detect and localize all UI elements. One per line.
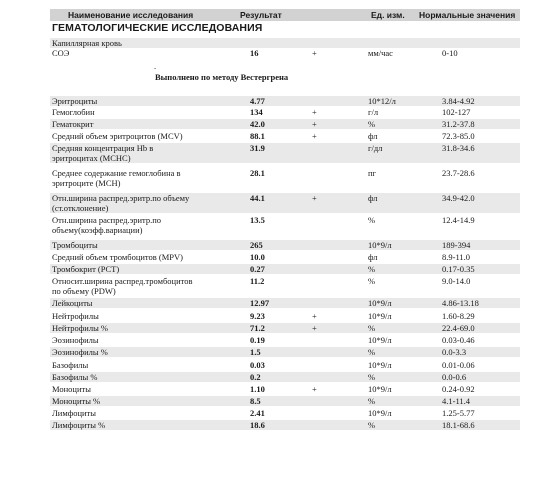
test-name-line: по объему (PDW) — [52, 286, 116, 296]
test-name — [52, 347, 108, 357]
test-name — [52, 323, 108, 333]
reference-range: 0.0-3.3 — [442, 347, 467, 357]
test-name — [52, 311, 99, 321]
abnormal-flag: + — [312, 48, 317, 58]
test-name-line: Гемоглобин — [52, 107, 95, 117]
test-result: 265 — [250, 240, 263, 250]
table-row — [50, 420, 520, 430]
test-name — [52, 384, 91, 394]
header-name: Наименование исследования — [68, 10, 194, 20]
table-row — [50, 372, 520, 382]
test-name — [52, 298, 93, 308]
reference-range: 1.25-5.77 — [442, 408, 475, 418]
test-result: 0.03 — [250, 360, 265, 370]
test-name-line: Тромбоциты — [52, 240, 98, 250]
test-result: 0.2 — [250, 372, 261, 382]
test-name-line: Средняя концентрация Hb в — [52, 143, 154, 153]
reference-range: 31.2-37.8 — [442, 119, 475, 129]
test-name — [52, 264, 119, 274]
table-row — [50, 38, 520, 48]
test-result: 8.5 — [250, 396, 261, 406]
table-row — [50, 252, 520, 262]
test-name-line: Эритроциты — [52, 96, 98, 106]
test-result: 9.23 — [250, 311, 265, 321]
test-unit: 10*9/л — [368, 240, 392, 250]
test-name-line: Средний объем тромбоцитов (MPV) — [52, 252, 183, 262]
table-row — [50, 119, 520, 129]
test-name-line: Лимфоциты — [52, 408, 96, 418]
test-name-line: Отн.ширина распред.эритр.по объему — [52, 193, 190, 203]
test-name — [52, 372, 97, 382]
reference-range: 72.3-85.0 — [442, 131, 475, 141]
test-unit: пг — [368, 168, 377, 178]
reference-range: 34.9-42.0 — [442, 193, 475, 203]
test-result: 12.97 — [250, 298, 270, 308]
test-result: 10.0 — [250, 252, 265, 262]
table-row — [50, 264, 520, 274]
table-row — [50, 48, 520, 58]
reference-range: 8.9-11.0 — [442, 252, 471, 262]
table-row — [50, 408, 520, 418]
test-unit: % — [368, 372, 376, 382]
test-unit: г/л — [368, 107, 379, 117]
reference-range: 12.4-14.9 — [442, 215, 475, 225]
test-name — [52, 240, 98, 250]
reference-range: 0.01-0.06 — [442, 360, 475, 370]
test-name — [52, 396, 100, 406]
test-unit: % — [368, 119, 376, 129]
test-unit: % — [368, 323, 376, 333]
test-result: 1.5 — [250, 347, 261, 357]
header-result: Результат — [240, 10, 282, 20]
test-unit: мм/час — [368, 48, 393, 58]
test-result: 28.1 — [250, 168, 265, 178]
test-name-line: Тромбокрит (PCT) — [52, 264, 120, 274]
test-unit: 10*9/л — [368, 298, 392, 308]
abnormal-flag: + — [312, 311, 317, 321]
reference-range: 1.60-8.29 — [442, 311, 475, 321]
test-name-line: Лимфоциты % — [52, 420, 106, 430]
test-result: 0.27 — [250, 264, 265, 274]
test-result: 44.1 — [250, 193, 265, 203]
test-name — [52, 215, 161, 235]
reference-range: 22.4-69.0 — [442, 323, 475, 333]
table-row — [50, 311, 520, 321]
test-name — [52, 131, 183, 141]
table-row — [50, 347, 520, 357]
reference-range: 31.8-34.6 — [442, 143, 475, 153]
test-result: 13.5 — [250, 215, 265, 225]
test-name-line: Базофилы % — [52, 372, 98, 382]
reference-range: 3.84-4.92 — [442, 96, 475, 106]
header-norm: Нормальные значения — [419, 10, 516, 20]
abnormal-flag: + — [312, 193, 317, 203]
table-row — [50, 396, 520, 406]
test-unit: 10*9/л — [368, 360, 392, 370]
test-name-line: Эозинофилы % — [52, 347, 108, 357]
table-row — [50, 193, 520, 213]
table-row — [50, 143, 520, 163]
reference-range: 18.1-68.6 — [442, 420, 475, 430]
test-result: 42.0 — [250, 119, 265, 129]
abnormal-flag: + — [312, 131, 317, 141]
abnormal-flag: + — [312, 119, 317, 129]
table-row — [50, 240, 520, 250]
table-row — [50, 276, 520, 296]
test-name-line: Лейкоциты — [52, 298, 93, 308]
test-name — [52, 119, 93, 129]
test-name-line: Моноциты — [52, 384, 91, 394]
test-unit: 10*9/л — [368, 408, 392, 418]
test-unit: % — [368, 396, 376, 406]
test-result: 0.19 — [250, 335, 265, 345]
test-unit: 10*9/л — [368, 311, 392, 321]
test-result: 71.2 — [250, 323, 265, 333]
test-name-line: объему(коэфф.вариации) — [52, 225, 143, 235]
test-name-line: Средний объем эритроцитов (MCV) — [52, 131, 183, 141]
table-row — [50, 384, 520, 394]
table-row — [50, 96, 520, 106]
reference-range: 0.24-0.92 — [442, 384, 475, 394]
dot-mark: . — [154, 61, 157, 71]
test-name — [52, 96, 97, 106]
test-name-line: Отн.ширина распред.эритр.по — [52, 215, 162, 225]
table-row — [50, 323, 520, 333]
test-name-line: Нейтрофилы % — [52, 323, 108, 333]
table-row — [50, 335, 520, 345]
test-name-line: эритроцитах (MCHC) — [52, 153, 131, 163]
test-name — [52, 335, 99, 345]
table-row — [50, 215, 520, 235]
test-name — [52, 420, 105, 430]
abnormal-flag: + — [312, 107, 317, 117]
table-row — [50, 298, 520, 308]
test-unit: % — [368, 264, 376, 274]
test-unit: фл — [368, 193, 378, 203]
test-result: 11.2 — [250, 276, 265, 286]
test-name-line: Моноциты % — [52, 396, 101, 406]
test-unit: % — [368, 215, 376, 225]
test-name-line: Гематокрит — [52, 119, 94, 129]
test-name-line: Относит.ширина распред.тромбоцитов — [52, 276, 193, 286]
test-unit: % — [368, 276, 376, 286]
reference-range: 23.7-28.6 — [442, 168, 475, 178]
test-result: 88.1 — [250, 131, 265, 141]
test-unit: фл — [368, 252, 378, 262]
test-unit: г/дл — [368, 143, 383, 153]
reference-range: 0-10 — [442, 48, 458, 58]
test-result: 4.77 — [250, 96, 265, 106]
reference-range: 4.1-11.4 — [442, 396, 471, 406]
test-name — [52, 360, 88, 370]
test-name-line: Капиллярная кровь — [52, 38, 122, 48]
test-result: 18.6 — [250, 420, 265, 430]
test-result: 31.9 — [250, 143, 265, 153]
reference-range: 102-127 — [442, 107, 471, 117]
reference-range: 0.17-0.35 — [442, 264, 475, 274]
table-row — [50, 360, 520, 370]
test-name — [52, 143, 153, 163]
test-result: 16 — [250, 48, 259, 58]
test-unit: % — [368, 347, 376, 357]
test-unit: фл — [368, 131, 378, 141]
section-title: ГЕМАТОЛОГИЧЕСКИЕ ИССЛЕДОВАНИЯ — [52, 22, 263, 34]
test-name-line: СОЭ — [52, 48, 70, 58]
reference-range: 4.86-13.18 — [442, 298, 479, 308]
reference-range: 189-394 — [442, 240, 471, 250]
test-unit: % — [368, 420, 376, 430]
test-name-line: эритроците (MCH) — [52, 178, 121, 188]
method-note: Выполнено по методу Вестергрена — [155, 72, 289, 82]
table-row — [50, 168, 520, 188]
test-result: 134 — [250, 107, 263, 117]
reference-range: 9.0-14.0 — [442, 276, 471, 286]
header-unit: Ед. изм. — [371, 10, 405, 20]
test-name — [52, 276, 193, 296]
test-name-line: Нейтрофилы — [52, 311, 99, 321]
table-header — [50, 9, 520, 21]
reference-range: 0.03-0.46 — [442, 335, 475, 345]
abnormal-flag: + — [312, 323, 317, 333]
table-row — [50, 107, 520, 117]
test-name — [52, 48, 69, 58]
test-unit: 10*12/л — [368, 96, 396, 106]
test-name-line: Среднее содержание гемоглобина в — [52, 168, 181, 178]
test-name — [52, 193, 189, 213]
table-row — [50, 131, 520, 141]
test-name — [52, 408, 96, 418]
test-name — [52, 168, 181, 188]
test-result: 1.10 — [250, 384, 265, 394]
test-unit: 10*9/л — [368, 335, 392, 345]
test-name-line: (ст.отклонение) — [52, 203, 109, 213]
abnormal-flag: + — [312, 384, 317, 394]
reference-range: 0.0-0.6 — [442, 372, 467, 382]
test-name-line: Базофилы — [52, 360, 89, 370]
test-result: 2.41 — [250, 408, 265, 418]
test-unit: 10*9/л — [368, 384, 392, 394]
test-name — [52, 252, 183, 262]
test-name — [52, 38, 122, 48]
test-name-line: Эозинофилы — [52, 335, 99, 345]
test-name — [52, 107, 95, 117]
